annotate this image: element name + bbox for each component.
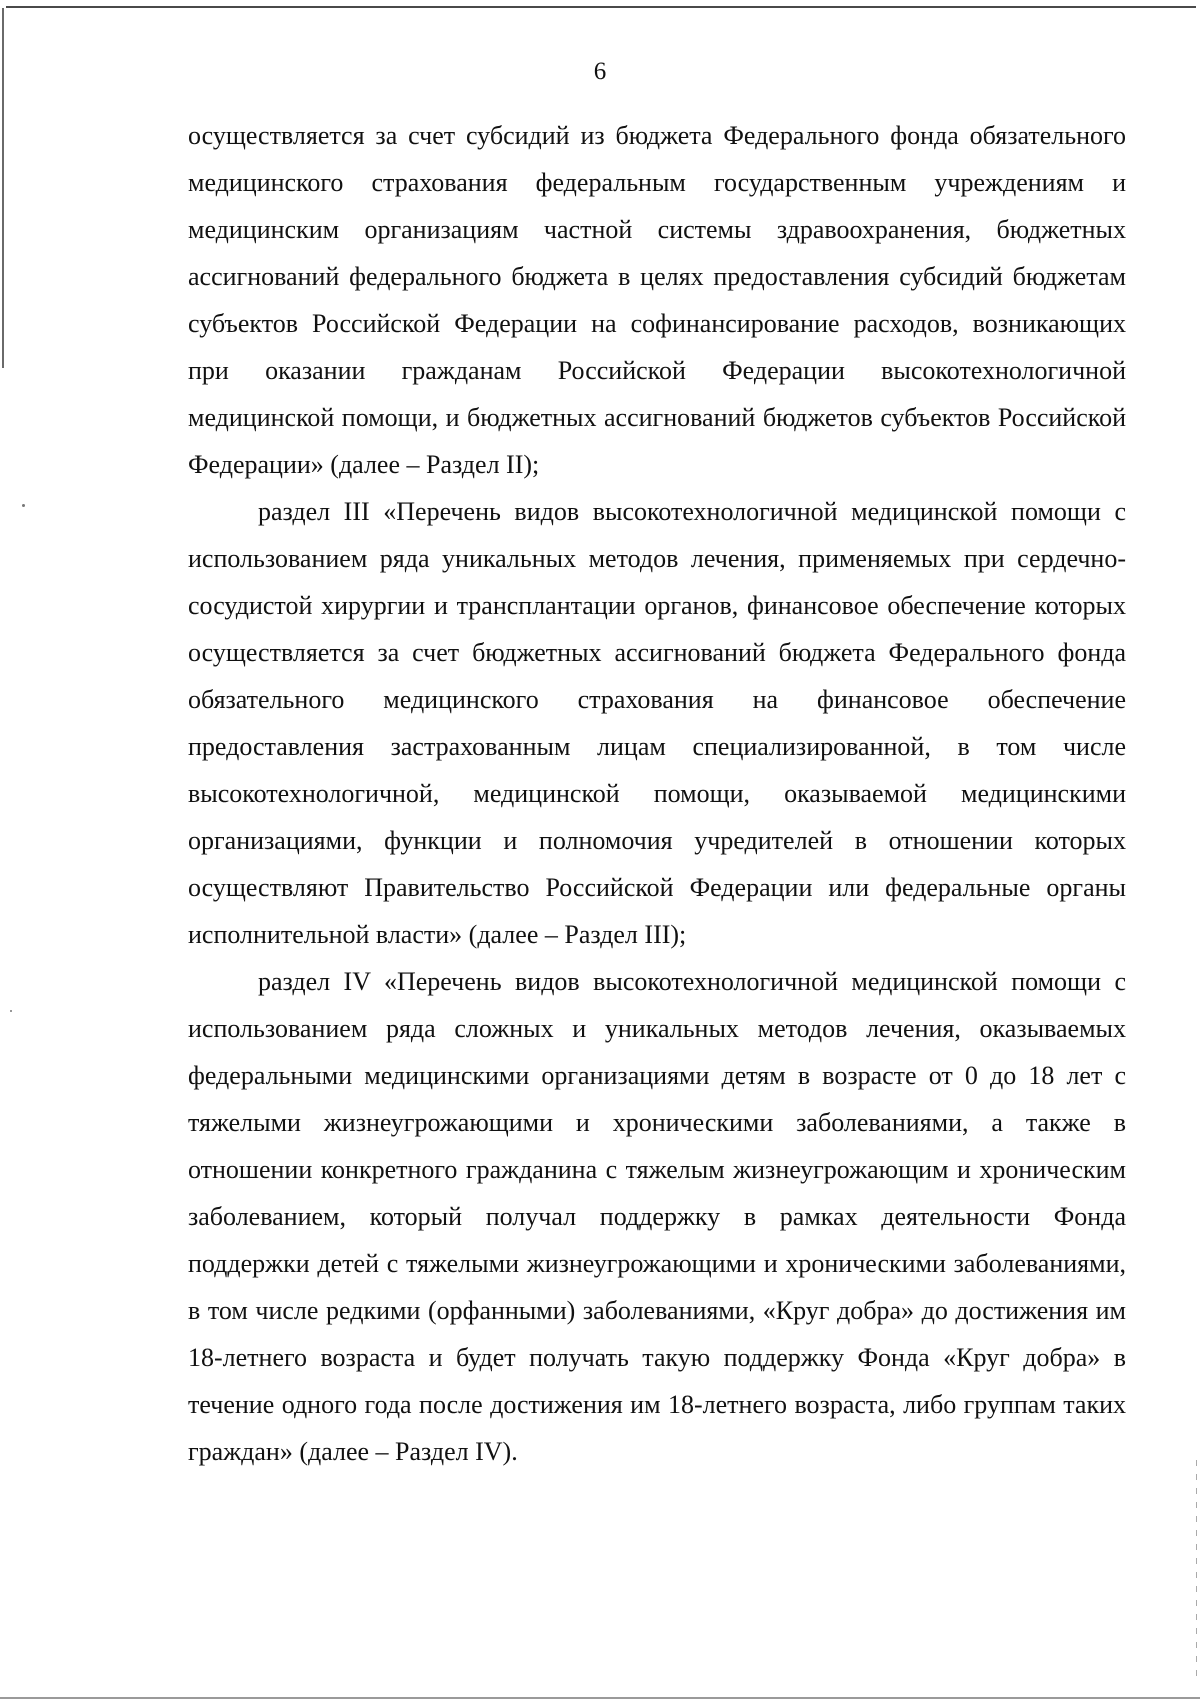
scan-speck [10,1010,12,1012]
page-number: 6 [593,58,607,85]
paragraph-section-iv: раздел IV «Перечень видов высокотехнологичной медицинской помощи с использованием ряда сложных и уникальных методов лечения, оказываемых федеральными медицинскими организациями детям в возрасте от 0 до 18 лет с тяжелыми жизнеугрожающими и хроническими заболеваниями, а также в отношении конкретного гражданина с тяжелым жизнеугрожающим и хроническим заболеванием, который получал поддержку в рамках деятельности Фонда поддержки детей с тяжелыми жизнеугрожающими и хроническими заболеваниями, в том числе редкими (орфанными) заболеваниями, «Круг добра» до достижения им 18-летнего возраста и будет получать такую поддержку Фонда «Круг добра» в течение одного года после достижения им 18-летнего возраста, либо группам таких граждан» (далее – Раздел IV). [188,967,1126,1466]
scan-edge-top [6,6,1196,8]
paragraph-continuation: осуществляется за счет субсидий из бюджета Федерального фонда обязательного медицинского страхования федеральным государственным учреждениям и медицинским организациям частной системы здравоохранения, бюджетных ассигнований федерального бюджета в целях предоставления субсидий бюджетам субъектов Российской Федерации на софинансирование расходов, возникающих при оказании гражданам Российской Федерации высокотехнологичной медицинской помощи, и бюджетных ассигнований бюджетов субъектов Российской Федерации» (далее – Раздел II); [188,121,1126,479]
scan-edge-right [1196,1460,1197,1680]
scan-edge-bottom [0,1697,1200,1699]
paragraph-section-iii: раздел III «Перечень видов высокотехнологичной медицинской помощи с использованием ряда уникальных методов лечения, применяемых при сердечно-сосудистой хирургии и трансплантации органов, финансовое обеспечение которых осуществляется за счет бюджетных ассигнований бюджета Федерального фонда обязательного медицинского страхования на финансовое обеспечение предоставления застрахованным лицам специализированной, в том числе высокотехнологичной, медицинской помощи, оказываемой медицинскими организациями, функции и полномочия учредителей в отношении которых осуществляют Правительство Российской Федерации или федеральные органы исполнительной власти» (далее – Раздел III); [188,497,1126,949]
scan-speck [22,504,25,507]
document-body [188,112,1126,1475]
